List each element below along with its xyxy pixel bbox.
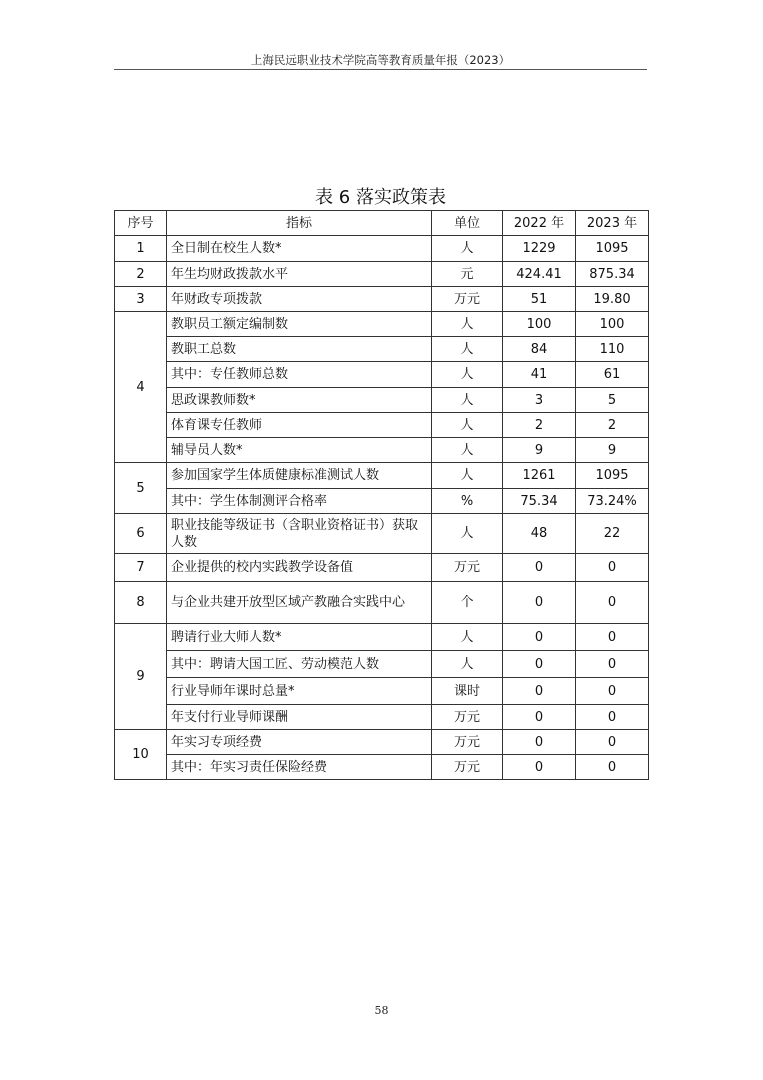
- unit-cell: 人: [432, 337, 503, 362]
- value-2023-cell: 73.24%: [576, 489, 649, 514]
- value-2022-cell: 0: [503, 582, 576, 624]
- unit-cell: 万元: [432, 554, 503, 582]
- header-cell-unit: 单位: [432, 211, 503, 236]
- table-header-row: [115, 211, 649, 236]
- unit-cell: 人: [432, 438, 503, 463]
- table-row: [115, 554, 649, 582]
- indicator-cell: 年生均财政拨款水平: [167, 262, 432, 287]
- unit-cell: 个: [432, 582, 503, 624]
- unit-cell: %: [432, 489, 503, 514]
- indicator-cell: 年财政专项拨款: [167, 287, 432, 312]
- header-cell-no: 序号: [115, 211, 167, 236]
- value-2023-cell: 1095: [576, 236, 649, 262]
- table-row: [115, 651, 649, 678]
- unit-cell: 人: [432, 388, 503, 413]
- indicator-cell: 企业提供的校内实践教学设备值: [167, 554, 432, 582]
- indicator-cell: 职业技能等级证书（含职业资格证书）获取人数: [167, 514, 432, 554]
- table-row: [115, 755, 649, 780]
- unit-cell: 人: [432, 236, 503, 262]
- value-2023-cell: 0: [576, 755, 649, 780]
- table-row: [115, 337, 649, 362]
- value-2023-cell: 0: [576, 678, 649, 705]
- row-number: 10: [115, 730, 167, 780]
- table-row: [115, 312, 649, 337]
- policy-table: [114, 210, 649, 780]
- row-number: 8: [115, 582, 167, 624]
- table-row: [115, 514, 649, 554]
- row-number: 9: [115, 624, 167, 730]
- unit-cell: 元: [432, 262, 503, 287]
- indicator-cell: 教职员工额定编制数: [167, 312, 432, 337]
- table-row: [115, 705, 649, 730]
- value-2022-cell: 75.34: [503, 489, 576, 514]
- table-title: 表 6 落实政策表: [315, 187, 446, 208]
- row-number: 3: [115, 287, 167, 312]
- unit-cell: 人: [432, 463, 503, 489]
- unit-cell: 万元: [432, 755, 503, 780]
- indicator-cell: 年支付行业导师课酬: [167, 705, 432, 730]
- value-2023-cell: 9: [576, 438, 649, 463]
- indicator-cell: 教职工总数: [167, 337, 432, 362]
- header-rule: [114, 69, 647, 70]
- row-number: 2: [115, 262, 167, 287]
- value-2022-cell: 0: [503, 554, 576, 582]
- value-2022-cell: 0: [503, 624, 576, 651]
- unit-cell: 万元: [432, 287, 503, 312]
- value-2023-cell: 875.34: [576, 262, 649, 287]
- indicator-cell: 行业导师年课时总量*: [167, 678, 432, 705]
- value-2023-cell: 0: [576, 582, 649, 624]
- table-row: [115, 236, 649, 262]
- value-2023-cell: 0: [576, 730, 649, 755]
- row-number: 1: [115, 236, 167, 262]
- row-number: 6: [115, 514, 167, 554]
- unit-cell: 人: [432, 514, 503, 554]
- value-2022-cell: 9: [503, 438, 576, 463]
- value-2023-cell: 61: [576, 362, 649, 388]
- table-row: [115, 730, 649, 755]
- value-2023-cell: 110: [576, 337, 649, 362]
- value-2022-cell: 3: [503, 388, 576, 413]
- indicator-cell: 思政课教师数*: [167, 388, 432, 413]
- value-2023-cell: 5: [576, 388, 649, 413]
- value-2022-cell: 100: [503, 312, 576, 337]
- unit-cell: 课时: [432, 678, 503, 705]
- running-header: 上海民远职业技术学院高等教育质量年报（2023）: [250, 53, 511, 67]
- indicator-cell: 年实习专项经费: [167, 730, 432, 755]
- unit-cell: 人: [432, 413, 503, 438]
- unit-cell: 万元: [432, 730, 503, 755]
- value-2022-cell: 1229: [503, 236, 576, 262]
- value-2022-cell: 0: [503, 755, 576, 780]
- table-row: [115, 678, 649, 705]
- row-number: 7: [115, 554, 167, 582]
- value-2022-cell: 0: [503, 730, 576, 755]
- page-number: 58: [374, 1004, 389, 1017]
- indicator-cell: 其中：聘请大国工匠、劳动模范人数: [167, 651, 432, 678]
- value-2023-cell: 0: [576, 705, 649, 730]
- table-row: [115, 388, 649, 413]
- value-2023-cell: 19.80: [576, 287, 649, 312]
- table-row: [115, 438, 649, 463]
- value-2022-cell: 41: [503, 362, 576, 388]
- table-row: [115, 624, 649, 651]
- unit-cell: 万元: [432, 705, 503, 730]
- value-2022-cell: 84: [503, 337, 576, 362]
- value-2023-cell: 0: [576, 624, 649, 651]
- unit-cell: 人: [432, 362, 503, 388]
- indicator-cell: 其中：年实习责任保险经费: [167, 755, 432, 780]
- header-cell-indicator: 指标: [167, 211, 432, 236]
- row-number: 4: [115, 312, 167, 463]
- value-2022-cell: 51: [503, 287, 576, 312]
- row-number: 5: [115, 463, 167, 514]
- indicator-cell: 全日制在校生人数*: [167, 236, 432, 262]
- value-2023-cell: 1095: [576, 463, 649, 489]
- value-2022-cell: 0: [503, 651, 576, 678]
- unit-cell: 人: [432, 624, 503, 651]
- value-2022-cell: 1261: [503, 463, 576, 489]
- value-2023-cell: 0: [576, 554, 649, 582]
- unit-cell: 人: [432, 312, 503, 337]
- indicator-cell: 聘请行业大师人数*: [167, 624, 432, 651]
- value-2023-cell: 22: [576, 514, 649, 554]
- indicator-cell: 其中：学生体制测评合格率: [167, 489, 432, 514]
- indicator-cell: 辅导员人数*: [167, 438, 432, 463]
- value-2022-cell: 48: [503, 514, 576, 554]
- unit-cell: 人: [432, 651, 503, 678]
- indicator-cell: 体育课专任教师: [167, 413, 432, 438]
- value-2023-cell: 0: [576, 651, 649, 678]
- table-row: [115, 362, 649, 388]
- value-2022-cell: 0: [503, 678, 576, 705]
- header-cell-2023: 2023 年: [576, 211, 649, 236]
- header-cell-2022: 2022 年: [503, 211, 576, 236]
- value-2022-cell: 2: [503, 413, 576, 438]
- table-row: [115, 413, 649, 438]
- table-row: [115, 262, 649, 287]
- table-row: [115, 582, 649, 624]
- table-row: [115, 287, 649, 312]
- indicator-cell: 其中：专任教师总数: [167, 362, 432, 388]
- indicator-cell: 参加国家学生体质健康标准测试人数: [167, 463, 432, 489]
- table-row: [115, 463, 649, 489]
- value-2023-cell: 100: [576, 312, 649, 337]
- indicator-cell: 与企业共建开放型区域产教融合实践中心: [167, 582, 432, 624]
- value-2022-cell: 424.41: [503, 262, 576, 287]
- table-row: [115, 489, 649, 514]
- value-2022-cell: 0: [503, 705, 576, 730]
- value-2023-cell: 2: [576, 413, 649, 438]
